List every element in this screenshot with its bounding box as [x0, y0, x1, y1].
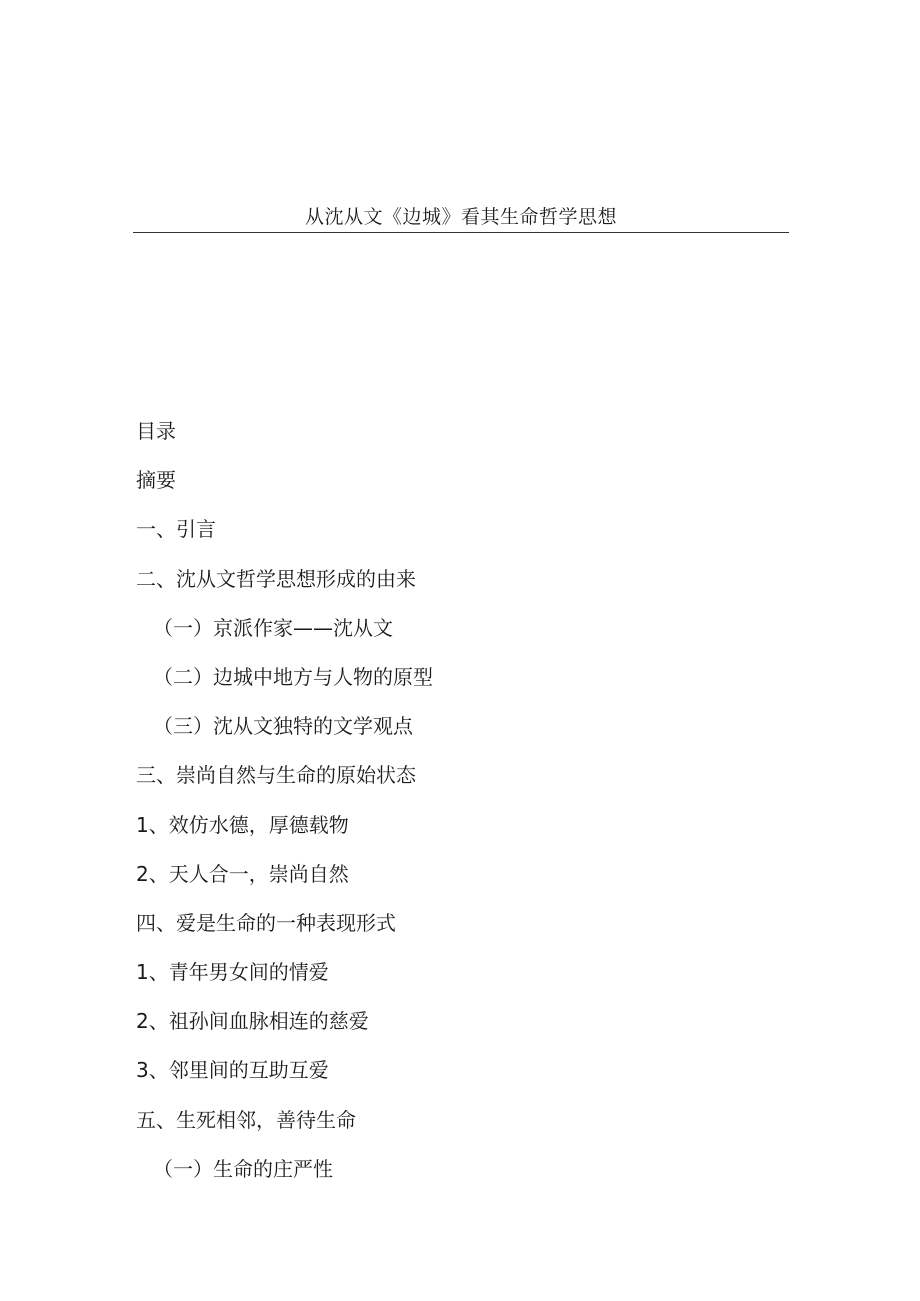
toc-item-section-2-3[interactable]: （三）沈从文独特的文学观点	[153, 714, 413, 739]
toc-item-section-2[interactable]: 二、沈从文哲学思想形成的由来	[136, 566, 416, 591]
toc-item-introduction[interactable]: 一、引言	[136, 517, 216, 542]
toc-item-section-5-1[interactable]: （一）生命的庄严性	[153, 1156, 333, 1181]
toc-item-section-2-1[interactable]: （一）京派作家——沈从文	[153, 615, 393, 640]
toc-item-abstract[interactable]: 摘要	[136, 468, 176, 493]
page-header	[133, 203, 789, 233]
toc-item-section-4[interactable]: 四、爱是生命的一种表现形式	[136, 910, 396, 935]
table-of-contents	[136, 414, 776, 1201]
toc-item-section-3-2[interactable]: 2、天人合一，崇尚自然	[136, 861, 349, 886]
toc-item-section-3-1[interactable]: 1、效仿水德，厚德载物	[136, 812, 349, 837]
document-title: 从沈从文《边城》看其生命哲学思想	[304, 206, 617, 228]
toc-item-section-4-3[interactable]: 3、邻里间的互助互爱	[136, 1058, 329, 1083]
toc-item-section-4-2[interactable]: 2、祖孙间血脉相连的慈爱	[136, 1009, 369, 1034]
toc-item-section-5[interactable]: 五、生死相邻，善待生命	[136, 1107, 356, 1132]
toc-heading: 目录	[136, 419, 176, 443]
toc-item-section-3[interactable]: 三、崇尚自然与生命的原始状态	[136, 763, 416, 788]
toc-item-section-4-1[interactable]: 1、青年男女间的情爱	[136, 960, 329, 985]
toc-item-section-2-2[interactable]: （二）边城中地方与人物的原型	[153, 664, 433, 689]
